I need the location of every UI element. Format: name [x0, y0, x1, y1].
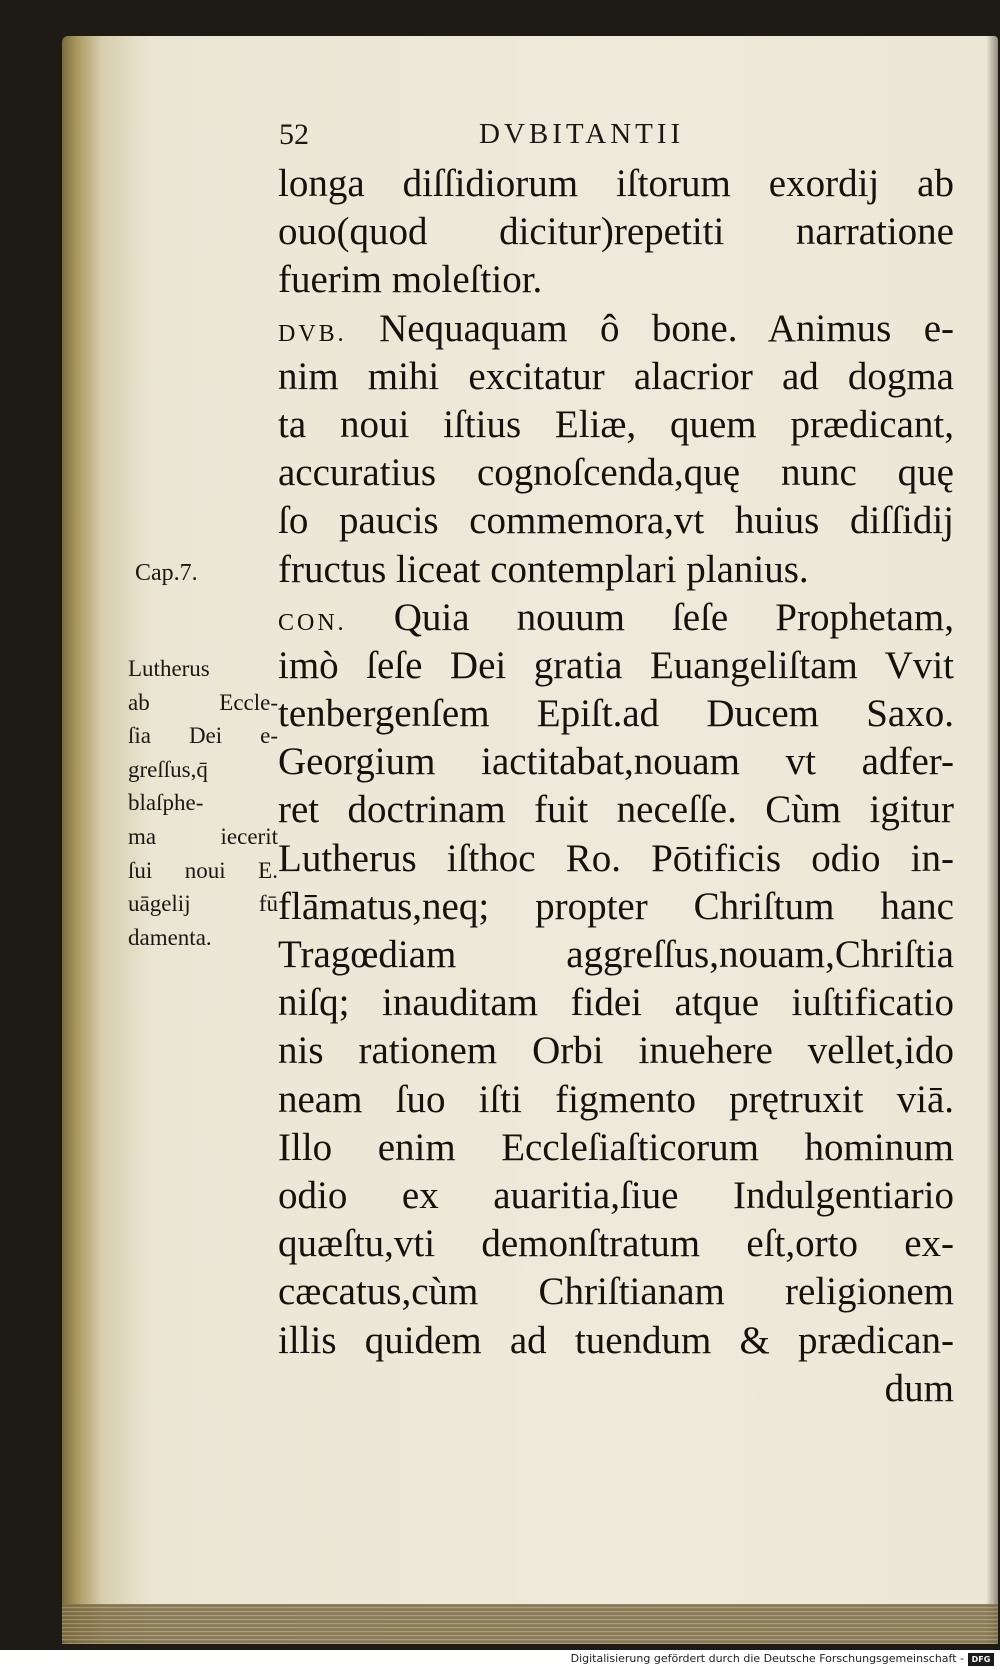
text-line: [278, 594, 954, 642]
text-line: [278, 690, 954, 738]
text-line: [278, 1268, 954, 1316]
margin-note-line: ma iecerit: [128, 823, 278, 849]
line-text: flāmatus,neq; propter Chriſtum hanc: [278, 884, 954, 928]
line-text: accuratius cognoſcenda,quę nunc quę: [278, 451, 954, 495]
text-line: [278, 931, 954, 979]
line-text: ouo(quod dicitur)repetiti narratione: [278, 210, 954, 254]
line-text: quæſtu,vti demonſtratum eſt,orto ex-: [278, 1222, 954, 1266]
speaker-label: DVB.: [278, 320, 347, 347]
dfg-logo: DFG: [968, 1653, 994, 1666]
text-line: [278, 208, 954, 256]
line-text: fructus liceat contemplari planius.: [278, 547, 809, 591]
text-line: [278, 353, 954, 401]
page-gutter-shadow: [986, 36, 998, 1644]
margin-note-line: blaſphe-: [128, 790, 204, 816]
margin-note-line: damenta.: [128, 924, 212, 950]
line-text: ſo paucis commemora,vt huius diſſidij: [278, 499, 954, 543]
line-text: odio ex auaritia,ſiue Indulgentiario: [278, 1173, 954, 1217]
footer-bar: [0, 1650, 1000, 1670]
text-line: [278, 256, 954, 304]
text-line: [278, 738, 954, 786]
text-line: [278, 1172, 954, 1220]
margin-note-line: greſſus,q̄: [128, 756, 208, 782]
margin-note: [128, 652, 278, 954]
line-text: fuerim moleſtior.: [278, 258, 543, 302]
line-text: illis quidem ad tuendum & prædican-: [278, 1318, 954, 1362]
line-text: cæcatus,cùm Chriſtianam religionem: [278, 1270, 954, 1314]
page-number: 52: [279, 118, 309, 151]
text-line: [278, 305, 954, 353]
margin-note-line: uāgelij fū: [128, 891, 278, 917]
margin-chapter-ref: Cap.7.: [135, 560, 198, 586]
line-text: nim mihi excitatur alacrior ad dogma: [278, 354, 954, 398]
line-text: Illo enim Eccleſiaſticorum hominum: [278, 1125, 954, 1169]
text-line: [278, 449, 954, 497]
line-text: imò ſeſe Dei gratia Euangeliſtam Vvit: [278, 643, 954, 687]
margin-note-line: Lutherus: [128, 656, 210, 681]
line-text: nis rationem Orbi inuehere vellet,ido: [278, 1029, 954, 1073]
line-text: longa diſſidiorum iſtorum exordij ab: [278, 162, 954, 205]
line-text: niſq; inauditam fidei atque iuſtificatio: [278, 981, 954, 1025]
text-line: [278, 1220, 954, 1268]
text-line: [278, 546, 954, 594]
text-line: [278, 642, 954, 690]
text-line: [278, 160, 954, 208]
text-line: [278, 1124, 954, 1172]
text-line: [278, 1317, 954, 1365]
margin-note-line: ab Eccle-: [128, 689, 278, 715]
line-text: Nequaquam ô bone. Animus e-: [346, 306, 954, 350]
line-text: neam ſuo iſti figmento prętruxit viā.: [278, 1077, 954, 1121]
text-line: [278, 883, 954, 931]
speaker-label: CON.: [278, 609, 347, 636]
text-line: [278, 835, 954, 883]
line-text: Georgium iactitabat,nouam vt adfer-: [278, 740, 954, 784]
text-line: [278, 1027, 954, 1075]
line-text: Tragœdiam aggreſſus,nouam,Chriſtia: [278, 933, 954, 976]
line-text: ta noui iſtius Eliæ, quem prædicant,: [278, 402, 954, 446]
body-text: [278, 160, 954, 1413]
margin-note-line: ſia Dei e-: [128, 723, 278, 749]
running-title: DVBITANTII: [479, 118, 685, 150]
line-text: Quia nouum ſeſe Prophetam,: [346, 595, 954, 639]
line-text: tenbergenſem Epiſt.ad Ducem Saxo.: [278, 692, 954, 736]
text-line: [278, 786, 954, 834]
running-head: [279, 118, 839, 158]
funding-credit: Digitalisierung gefördert durch die Deutsche Forschungsgemeinschaft -: [570, 1652, 964, 1665]
text-line: [278, 401, 954, 449]
text-line: [278, 979, 954, 1027]
page-stack-edge: [62, 1604, 998, 1644]
text-line: [278, 1365, 954, 1413]
line-text: Lutherus iſthoc Ro. Pōtificis odio in-: [278, 836, 954, 880]
text-line: [278, 497, 954, 545]
line-text: ret doctrinam fuit neceſſe. Cùm igitur: [278, 788, 954, 832]
line-text: dum: [884, 1366, 954, 1410]
margin-note-line: ſui noui E.: [128, 857, 278, 883]
text-line: [278, 1076, 954, 1124]
